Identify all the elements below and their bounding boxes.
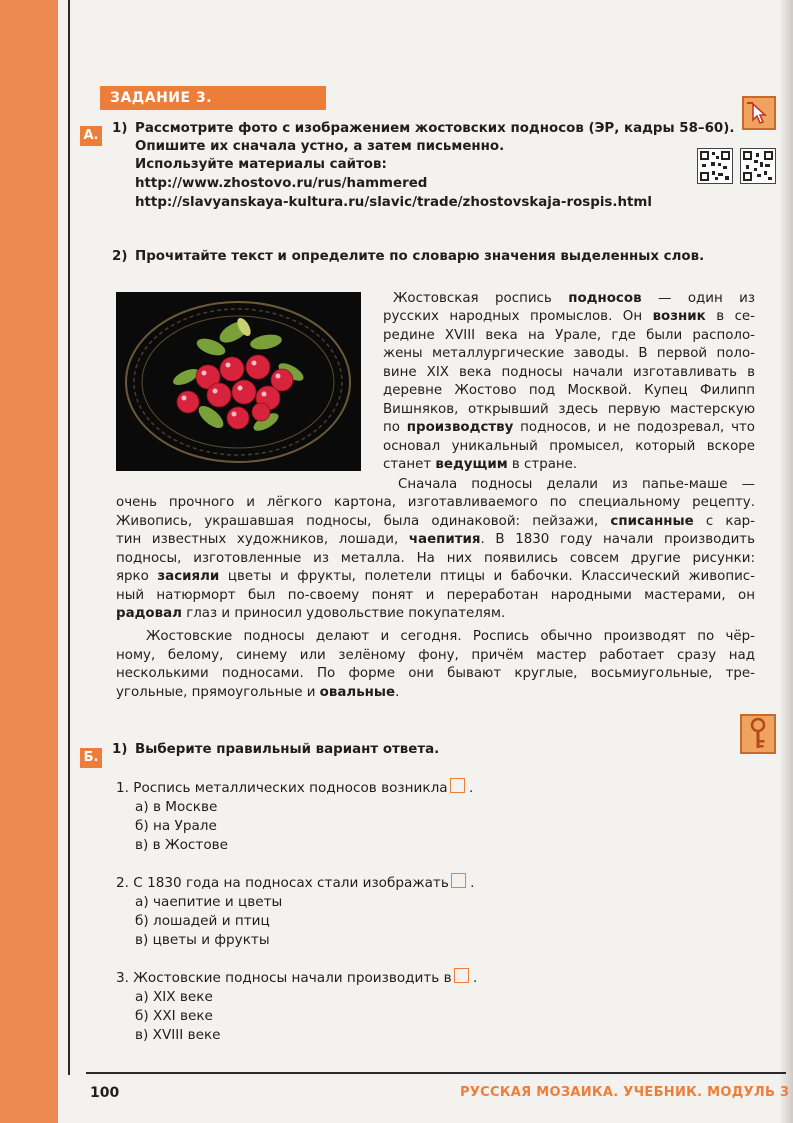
option: б) на Урале (135, 818, 217, 834)
item-number: 1) (112, 121, 128, 136)
url-link-1[interactable]: http://www.zhostovo.ru/rus/hammered (135, 176, 428, 191)
qr-code-icon[interactable] (740, 148, 776, 184)
highlighted-word: чаепития (408, 532, 481, 547)
task-instruction-1: Рассмотрите фото с изображением жостовских подносов (ЭР, кадры 58–60). (135, 121, 735, 136)
text-line: тин известных художников, лошади, чаепития. В 1830 году начали производить (116, 532, 755, 547)
highlighted-word: списанные (610, 514, 694, 529)
option: в) цветы и фрукты (135, 932, 270, 948)
cursor-pointer-icon (742, 96, 776, 130)
left-margin-band (0, 0, 58, 1123)
highlighted-word: засияли (157, 569, 220, 584)
page-edge-shadow (779, 0, 793, 1123)
qr-code-icon[interactable] (697, 148, 733, 184)
text-line: ярко засияли цветы и фрукты, полетели птицы и бабочки. Классический живопис- (116, 569, 755, 584)
highlighted-word: овальные (319, 685, 396, 700)
text-line: редине XVIII века на Урале, где были располо- (383, 328, 755, 343)
running-footer-title: РУССКАЯ МОЗАИКА. УЧЕБНИК. МОДУЛЬ 3 (460, 1085, 790, 1100)
text-line: вине XIX века подносы начали изготавливать в (383, 365, 755, 380)
highlighted-word: производству (406, 420, 514, 435)
text-line: радовал глаз и приносил удовольствие покупателям. (116, 606, 506, 621)
text-line: очень прочного и лёгкого картона, изготавливаемого по специальному рецепту. (116, 495, 755, 510)
url-link-2[interactable]: http://slavyanskaya-kultura.ru/slavic/trade/zhostovskaja-rospis.html (135, 195, 652, 210)
section-b-badge: Б. (80, 748, 102, 768)
text-line: Жостовские подносы делают и сегодня. Роспись обычно производят по чёр- (146, 629, 755, 644)
text-line: Вишняков, открывший здесь первую мастерскую (383, 402, 755, 417)
text-line: угольные, прямоугольные и овальные. (116, 685, 400, 700)
option: в) в Жостове (135, 837, 229, 853)
text-line: жены металлургические заводы. В первой поло- (383, 346, 755, 361)
text-line: ный натюрморт был по-своему понят и переработан народными мастерами, он (116, 588, 755, 603)
text-line: основал уникальный промысел, который вскоре (383, 439, 755, 454)
text-line: Жостовская роспись подносов — один из (393, 291, 755, 306)
text-line: Живопись, украшавшая подносы, была одинаковой: пейзажи, списанные с кар- (116, 514, 755, 529)
option: а) чаепитие и цветы (135, 894, 283, 910)
option: в) XVIII веке (135, 1027, 221, 1043)
margin-rule (68, 0, 70, 1075)
question-1: 1. Роспись металлических подносов возникла . (116, 780, 474, 796)
option: а) в Москве (135, 799, 218, 815)
text-line: деревне Жостово под Москвой. Купец Филипп (383, 383, 755, 398)
highlighted-word: возник (652, 309, 706, 324)
answer-box[interactable] (451, 873, 466, 888)
highlighted-word: радовал (116, 606, 182, 621)
answer-box[interactable] (454, 968, 469, 983)
task-header: ЗАДАНИЕ 3. (100, 86, 326, 110)
question-3: 3. Жостовские подносы начали производить в . (116, 970, 478, 986)
task-instruction-2: Опишите их сначала устно, а затем письменно. (135, 139, 505, 154)
text-line: несколькими подносами. По форме они бывают круглые, восьмиугольные, тре- (116, 666, 755, 681)
text-line: Сначала подносы делали из папье-маше — (398, 477, 755, 492)
item-number: 2) (112, 249, 128, 264)
footer-rule (86, 1072, 786, 1074)
text-line: подносы, изготовленные из металла. На них появились совсем другие рисунки: (116, 551, 755, 566)
text-line: ному, белому, синему или зелёному фону, причём мастер работает сразу над (116, 648, 755, 663)
option: б) XXI веке (135, 1008, 213, 1024)
option: б) лошадей и птиц (135, 913, 270, 929)
highlighted-word: ведущим (435, 457, 508, 472)
answer-box[interactable] (450, 778, 465, 793)
task-instruction-3: Используйте материалы сайтов: (135, 157, 387, 172)
section-a-badge: А. (80, 126, 102, 146)
item-number: 1) (112, 742, 128, 757)
text-line: по производству подносов, и не подозревал, что (383, 420, 755, 435)
text-line: станет ведущим в стране. (383, 457, 578, 472)
task-instruction-read: Прочитайте текст и определите по словарю значения выделенных слов. (135, 249, 705, 264)
task-instruction-choose: Выберите правильный вариант ответа. (135, 742, 440, 757)
question-2: 2. С 1830 года на подносах стали изображать . (116, 875, 475, 891)
text-line: русских народных промыслов. Он возник в се- (383, 309, 755, 324)
option: а) XIX веке (135, 989, 213, 1005)
highlighted-word: подносов (568, 291, 642, 306)
key-icon (740, 714, 776, 754)
page-number: 100 (90, 1085, 120, 1101)
zhostovo-tray-photo (116, 292, 361, 471)
